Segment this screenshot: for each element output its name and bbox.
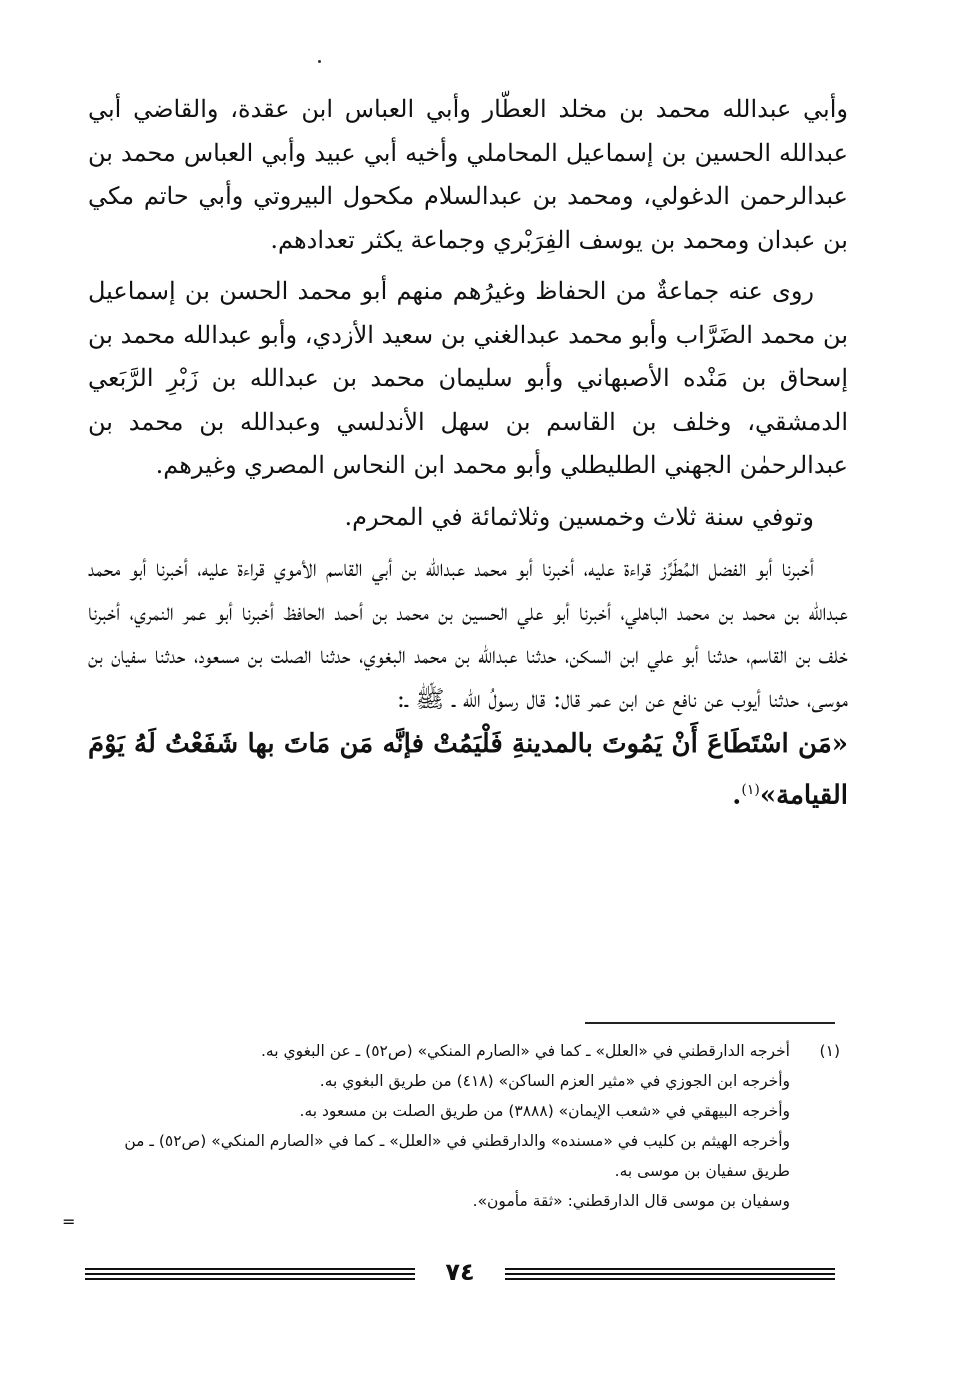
page-footer [85,1258,835,1292]
footnote-line-2: وأخرجه ابن الجوزي في «مثير العزم الساكن» (٤١٨) من طريق البغوي به. [319,1072,790,1090]
footnote-line-1: (١)أخرجه الدارقطني في «العلل» ـ كما في «الصارم المنكي» (ص٥٢) ـ عن البغوي به. [100,1036,840,1066]
main-text [88,88,848,819]
footer-rule-right [505,1268,835,1283]
footnote-line-4: وأخرجه الهيثم بن كليب في «مسنده» والدارقطني في «العلل» ـ كما في «الصارم المنكي» (ص٥٢) ـ من طريق سفيان بن موسى به. [124,1132,790,1180]
hadith-text [88,721,848,819]
paragraph-students: روى عنه جماعةٌ من الحفاظ وغيرُهم منهم أبو محمد الحسن بن إسماعيل بن محمد الضَرَّاب وأبو محمد عبدالغني بن سعيد الأزدي، وأبو عبدالله محمد بن إسحاق بن مَنْده الأصبهاني وأبو سليمان محمد بن عبدالله بن زَبْرِ الرَّبَعي الدمشقي، وخلف بن القاسم بن سهل الأندلسي وعبدالله بن محمد بن عبدالرحمٰن الجهني الطليطلي وأبو محمد ابن النحاس المصري وغيرهم. [88,277,848,479]
footnote-separator [585,1022,835,1024]
footnotes [100,1036,840,1216]
footnote-number: (١) [819,1042,840,1060]
continuation-mark: = [62,1212,76,1231]
paragraph-isnad: أخبرنا أبو الفضل المُطَرِّز قراءة عليه، أخبرنا أبو محمد عبدالله بن أبي القاسم الأموي قراءة عليه، أخبرنا أبو محمد عبدالله بن محمد بن محمد الباهلي، أخبرنا أبو علي الحسين بن محمد بن أحمد الحافظ أخبرنا أبو عمر النمري، أخبرنا خلف بن القاسم، حدثنا أبو علي ابن السكن، حدثنا عبدالله بن محمد البغوي، حدثنا الصلت بن مسعود، حدثنا سفيان بن موسى، حدثنا أيوب عن نافع عن ابن عمر قال: قال رسولُ الله ـ ﷺ ـ: [88,554,848,713]
ink-dot [318,60,321,63]
footnote-line-3: وأخرجه البيهقي في «شعب الإيمان» (٣٨٨٨) من طريق الصلت بن مسعود به. [299,1102,790,1120]
hadith-matn: «مَن اسْتَطَاعَ أَنْ يَمُوتَ بالمدينةِ فَلْيَمُتْ فإنَّه مَن مَاتَ بها شَفَعْتُ لَهُ يَوْمَ القيامة» [88,729,848,811]
footer-rule-left [85,1268,415,1283]
hadith-end: . [732,780,742,811]
paragraph-death: وتوفي سنة ثلاث وخمسين وثلاثمائة في المحرم. [344,502,814,531]
footnote-ref[interactable]: (١) [741,782,760,798]
footnote-line-5: وسفيان بن موسى قال الدارقطني: «ثقة مأمون». [472,1192,790,1210]
paragraph-narrators: وأبي عبدالله محمد بن مخلد العطّار وأبي العباس ابن عقدة، والقاضي أبي عبدالله الحسين بن إسماعيل المحاملي وأخيه أبي عبيد وأبي العباس محمد بن عبدالرحمن الدغولي، ومحمد بن عبدالسلام مكحول البيروتي وأبي حاتم مكي بن عبدان ومحمد بن يوسف الفِرَبْري وجماعة يكثر تعدادهم. [88,95,848,254]
page-number: ٧٤ [445,1258,475,1286]
